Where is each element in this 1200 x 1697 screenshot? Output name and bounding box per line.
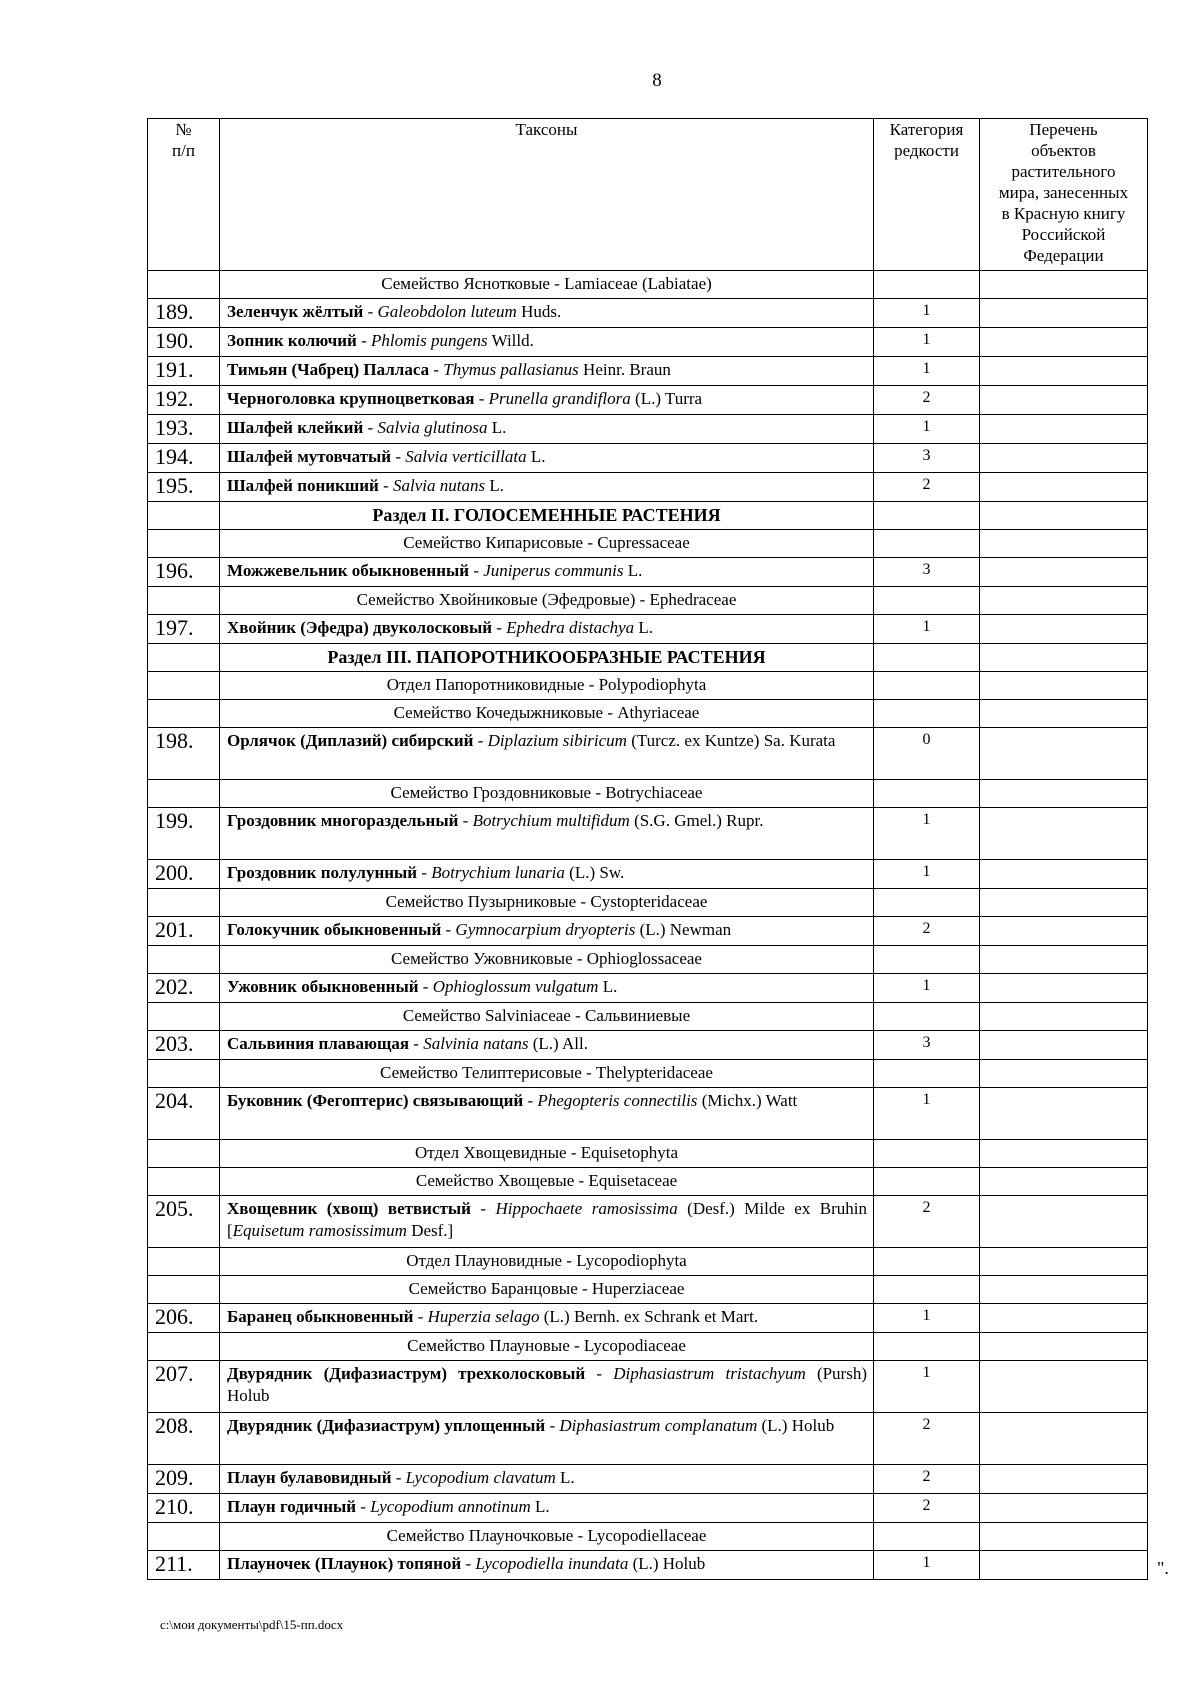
taxon-author: Huds. <box>521 302 562 321</box>
taxon-name: Плаун булавовидный - Lycopodium clavatum L. <box>220 1465 874 1494</box>
taxon-russian-name: Хвощевник (хвощ) ветвистый <box>227 1199 471 1218</box>
rarity-category: 1 <box>874 615 980 644</box>
group-title: Семейство Хвойниковые (Эфедровые) - Ephedraceae <box>220 587 874 615</box>
group-title: Семейство Кочедыжниковые - Athyriaceae <box>220 700 874 728</box>
taxon-name: Зопник колючий - Phlomis pungens Willd. <box>220 328 874 357</box>
taxon-row <box>148 415 1148 444</box>
taxon-latin-name: Lycopodiella inundata <box>475 1554 629 1573</box>
empty-list-cell <box>980 1140 1148 1168</box>
taxon-author: (L.) All. <box>532 1034 589 1053</box>
section-title: Раздел III. ПАПОРОТНИКООБРАЗНЫЕ РАСТЕНИЯ <box>220 644 874 672</box>
empty-category-cell <box>874 1060 980 1088</box>
rarity-category: 1 <box>874 1304 980 1333</box>
taxon-number: 197. <box>148 615 220 644</box>
group-heading-row <box>148 1060 1148 1088</box>
empty-number-cell <box>148 1333 220 1361</box>
red-book-rf-cell <box>980 1031 1148 1060</box>
taxon-russian-name: Черноголовка крупноцветковая <box>227 389 475 408</box>
taxon-author: L. <box>627 561 643 580</box>
taxon-name: Можжевельник обыкновенный - Juniperus communis L. <box>220 558 874 587</box>
empty-list-cell <box>980 1168 1148 1196</box>
taxon-row <box>148 386 1148 415</box>
group-title: Семейство Гроздовниковые - Botrychiaceae <box>220 780 874 808</box>
closing-quote-mark: ". <box>1157 1558 1169 1578</box>
group-heading-row <box>148 672 1148 700</box>
taxon-author: (L.) Holub <box>632 1554 706 1573</box>
taxon-name: Шалфей клейкий - Salvia glutinosa L. <box>220 415 874 444</box>
taxon-number: 189. <box>148 299 220 328</box>
taxon-latin-name: Diphasiastrum tristachyum <box>613 1364 806 1383</box>
taxon-latin-name: Salvia verticillata <box>405 447 527 466</box>
group-heading-row <box>148 1276 1148 1304</box>
taxon-russian-name: Можжевельник обыкновенный <box>227 561 470 580</box>
red-book-rf-cell <box>980 1413 1148 1465</box>
taxon-russian-name: Хвойник (Эфедра) двуколосковый <box>227 618 493 637</box>
empty-category-cell <box>874 502 980 530</box>
empty-list-cell <box>980 1060 1148 1088</box>
rarity-category: 1 <box>874 860 980 889</box>
empty-list-cell <box>980 672 1148 700</box>
empty-category-cell <box>874 1276 980 1304</box>
taxon-row <box>148 299 1148 328</box>
taxon-latin-name: Ophioglossum vulgatum <box>432 977 599 996</box>
group-heading-row <box>148 1248 1148 1276</box>
empty-number-cell <box>148 672 220 700</box>
page-number: 8 <box>652 70 662 91</box>
taxon-russian-name: Двурядник (Дифазиаструм) уплощенный <box>227 1416 546 1435</box>
taxon-latin-name: Salvinia natans <box>423 1034 529 1053</box>
red-book-rf-cell <box>980 808 1148 860</box>
group-heading-row <box>148 889 1148 917</box>
empty-number-cell <box>148 700 220 728</box>
rarity-category: 1 <box>874 328 980 357</box>
empty-category-cell <box>874 1333 980 1361</box>
taxon-latin-name: Phlomis pungens <box>370 331 488 350</box>
group-title: Отдел Хвощевидные - Equisetophyta <box>220 1140 874 1168</box>
rarity-category: 1 <box>874 415 980 444</box>
rarity-category: 2 <box>874 1196 980 1248</box>
taxon-russian-name: Ужовник обыкновенный <box>227 977 419 996</box>
taxon-row <box>148 1494 1148 1523</box>
red-book-rf-cell <box>980 615 1148 644</box>
empty-number-cell <box>148 530 220 558</box>
empty-category-cell <box>874 672 980 700</box>
taxon-row <box>148 860 1148 889</box>
empty-number-cell <box>148 1248 220 1276</box>
group-heading-row <box>148 1168 1148 1196</box>
taxon-latin-name: Lycopodium annotinum <box>370 1497 531 1516</box>
group-title: Семейство Salviniaceae - Сальвиниевые <box>220 1003 874 1031</box>
taxon-author: (Michx.) Watt <box>701 1091 798 1110</box>
taxon-name: Плауночек (Плаунок) топяной - Lycopodiella inundata (L.) Holub <box>220 1551 874 1580</box>
red-book-rf-cell <box>980 386 1148 415</box>
group-title: Семейство Баранцовые - Huperziaceae <box>220 1276 874 1304</box>
red-book-rf-cell <box>980 415 1148 444</box>
taxon-latin-name: Lycopodium clavatum <box>405 1468 556 1487</box>
taxon-author: Willd. <box>491 331 534 350</box>
rarity-category: 2 <box>874 1465 980 1494</box>
taxon-name: Черноголовка крупноцветковая - Prunella grandiflora (L.) Turra <box>220 386 874 415</box>
taxon-number: 200. <box>148 860 220 889</box>
red-book-rf-cell <box>980 558 1148 587</box>
taxon-row <box>148 558 1148 587</box>
taxon-latin-name: Phegopteris connectilis <box>537 1091 698 1110</box>
taxon-number: 209. <box>148 1465 220 1494</box>
taxon-name: Хвощевник (хвощ) ветвистый - Hippochaete ramosissima (Desf.) Milde ex Bruhin [Equisetum ramosissimum Desf.] <box>220 1196 874 1248</box>
empty-number-cell <box>148 587 220 615</box>
rarity-category: 2 <box>874 386 980 415</box>
empty-list-cell <box>980 587 1148 615</box>
taxon-name: Шалфей поникший - Salvia nutans L. <box>220 473 874 502</box>
taxon-row <box>148 1031 1148 1060</box>
taxon-author: L. <box>530 447 546 466</box>
red-book-rf-cell <box>980 328 1148 357</box>
taxon-row <box>148 974 1148 1003</box>
taxon-number: 195. <box>148 473 220 502</box>
taxon-name: Двурядник (Дифазиаструм) уплощенный - Diphasiastrum complanatum (L.) Holub <box>220 1413 874 1465</box>
taxon-row <box>148 615 1148 644</box>
empty-category-cell <box>874 946 980 974</box>
group-heading-row <box>148 1003 1148 1031</box>
empty-number-cell <box>148 502 220 530</box>
footer-file-path: c:\мои документы\pdf\15-пп.docx <box>160 1617 344 1632</box>
taxon-latin-name: Botrychium lunaria <box>431 863 565 882</box>
header-taxa: Таксоны <box>220 119 874 271</box>
taxon-number: 191. <box>148 357 220 386</box>
empty-list-cell <box>980 271 1148 299</box>
taxon-row <box>148 1196 1148 1248</box>
rarity-category: 2 <box>874 473 980 502</box>
taxon-synonym-author: Desf.] <box>411 1221 454 1240</box>
rarity-category: 3 <box>874 444 980 473</box>
empty-category-cell <box>874 530 980 558</box>
rarity-category: 1 <box>874 808 980 860</box>
header-num: № п/п <box>148 119 220 271</box>
group-heading-row <box>148 700 1148 728</box>
taxon-row <box>148 1551 1148 1580</box>
taxon-author: (L.) Bernh. ex Schrank et Mart. <box>543 1307 759 1326</box>
group-title: Семейство Кипарисовые - Cupressaceae <box>220 530 874 558</box>
red-book-rf-cell <box>980 1196 1148 1248</box>
taxon-author: L. <box>602 977 618 996</box>
taxon-latin-name: Hippochaete ramosissima <box>495 1199 678 1218</box>
group-title: Отдел Плауновидные - Lycopodiophyta <box>220 1248 874 1276</box>
taxon-number: 204. <box>148 1088 220 1140</box>
empty-category-cell <box>874 780 980 808</box>
taxon-name: Буковник (Фегоптерис) связывающий - Phegopteris connectilis (Michx.) Watt <box>220 1088 874 1140</box>
empty-list-cell <box>980 946 1148 974</box>
taxon-row <box>148 1088 1148 1140</box>
taxon-name: Тимьян (Чабрец) Палласа - Thymus pallasianus Heinr. Braun <box>220 357 874 386</box>
taxon-latin-name: Galeobdolon luteum <box>377 302 517 321</box>
taxon-russian-name: Орлячок (Диплазий) сибирский <box>227 731 474 750</box>
empty-number-cell <box>148 1276 220 1304</box>
taxon-number: 190. <box>148 328 220 357</box>
red-book-rf-cell <box>980 728 1148 780</box>
red-book-rf-cell <box>980 917 1148 946</box>
empty-list-cell <box>980 889 1148 917</box>
empty-list-cell <box>980 530 1148 558</box>
taxon-number: 196. <box>148 558 220 587</box>
taxon-author: L. <box>491 418 507 437</box>
group-title: Семейство Хвощевые - Equisetaceae <box>220 1168 874 1196</box>
empty-category-cell <box>874 1003 980 1031</box>
taxon-latin-name: Prunella grandiflora <box>488 389 631 408</box>
red-book-rf-cell <box>980 1088 1148 1140</box>
taxon-author: L. <box>638 618 654 637</box>
group-title: Семейство Ужовниковые - Ophioglossaceae <box>220 946 874 974</box>
rarity-category: 1 <box>874 1361 980 1413</box>
taxon-row <box>148 1413 1148 1465</box>
empty-category-cell <box>874 700 980 728</box>
taxon-name: Гроздовник многораздельный - Botrychium multifidum (S.G. Gmel.) Rupr. <box>220 808 874 860</box>
rarity-category: 0 <box>874 728 980 780</box>
taxon-russian-name: Шалфей клейкий <box>227 418 364 437</box>
group-heading-row <box>148 1140 1148 1168</box>
empty-category-cell <box>874 1168 980 1196</box>
taxon-russian-name: Шалфей мутовчатый <box>227 447 392 466</box>
taxon-author: (L.) Turra <box>635 389 703 408</box>
group-heading-row <box>148 1523 1148 1551</box>
red-book-rf-cell <box>980 357 1148 386</box>
rarity-category: 3 <box>874 558 980 587</box>
section-heading-row <box>148 502 1148 530</box>
taxon-russian-name: Гроздовник полулунный <box>227 863 418 882</box>
taxon-number: 210. <box>148 1494 220 1523</box>
taxon-latin-name: Salvia glutinosa <box>377 418 488 437</box>
taxon-russian-name: Двурядник (Дифазиаструм) трехколосковый <box>227 1364 586 1383</box>
taxon-number: 201. <box>148 917 220 946</box>
taxon-row <box>148 1361 1148 1413</box>
rarity-category: 1 <box>874 299 980 328</box>
taxon-latin-name: Ephedra distachya <box>506 618 635 637</box>
taxon-row <box>148 808 1148 860</box>
taxon-name: Орлячок (Диплазий) сибирский - Diplazium sibiricum (Turcz. ex Kuntze) Sa. Kurata <box>220 728 874 780</box>
taxon-author: (S.G. Gmel.) Rupr. <box>634 811 764 830</box>
empty-list-cell <box>980 1248 1148 1276</box>
taxon-author: (L.) Holub <box>761 1416 835 1435</box>
taxon-number: 208. <box>148 1413 220 1465</box>
red-book-rf-cell <box>980 1361 1148 1413</box>
empty-list-cell <box>980 1003 1148 1031</box>
taxon-latin-name: Gymnocarpium dryopteris <box>455 920 636 939</box>
taxon-name: Сальвиния плавающая - Salvinia natans (L.) All. <box>220 1031 874 1060</box>
empty-number-cell <box>148 1003 220 1031</box>
taxon-row <box>148 328 1148 357</box>
taxon-name: Ужовник обыкновенный - Ophioglossum vulgatum L. <box>220 974 874 1003</box>
rarity-category: 3 <box>874 1031 980 1060</box>
empty-category-cell <box>874 1248 980 1276</box>
group-title: Семейство Телиптерисовые - Thelypteridaceae <box>220 1060 874 1088</box>
empty-number-cell <box>148 1060 220 1088</box>
taxon-number: 205. <box>148 1196 220 1248</box>
taxon-russian-name: Голокучник обыкновенный <box>227 920 442 939</box>
taxon-number: 192. <box>148 386 220 415</box>
taxon-author: Heinr. Braun <box>583 360 671 379</box>
empty-list-cell <box>980 780 1148 808</box>
taxon-row <box>148 917 1148 946</box>
red-book-rf-cell <box>980 1465 1148 1494</box>
empty-number-cell <box>148 1168 220 1196</box>
taxon-russian-name: Шалфей поникший <box>227 476 379 495</box>
taxon-number: 199. <box>148 808 220 860</box>
red-book-rf-cell <box>980 299 1148 328</box>
empty-category-cell <box>874 889 980 917</box>
red-book-rf-cell <box>980 1304 1148 1333</box>
taxon-latin-name: Diplazium sibiricum <box>487 731 627 750</box>
taxon-synonym-latin-name: Equisetum ramosissimum <box>232 1221 407 1240</box>
taxon-name: Голокучник обыкновенный - Gymnocarpium dryopteris (L.) Newman <box>220 917 874 946</box>
group-title: Семейство Яснотковые - Lamiaceae (Labiatae) <box>220 271 874 299</box>
taxon-author: (Turcz. ex Kuntze) Sa. Kurata <box>631 731 836 750</box>
empty-category-cell <box>874 1523 980 1551</box>
empty-number-cell <box>148 1140 220 1168</box>
taxon-name: Хвойник (Эфедра) двуколосковый - Ephedra distachya L. <box>220 615 874 644</box>
taxon-latin-name: Botrychium multifidum <box>472 811 630 830</box>
taxon-latin-name: Thymus pallasianus <box>443 360 579 379</box>
taxon-russian-name: Плауночек (Плаунок) топяной <box>227 1554 462 1573</box>
empty-number-cell <box>148 1523 220 1551</box>
section-title: Раздел II. ГОЛОСЕМЕННЫЕ РАСТЕНИЯ <box>220 502 874 530</box>
rarity-category: 2 <box>874 1413 980 1465</box>
empty-category-cell <box>874 271 980 299</box>
empty-category-cell <box>874 587 980 615</box>
rarity-category: 2 <box>874 1494 980 1523</box>
taxon-russian-name: Сальвиния плавающая <box>227 1034 410 1053</box>
empty-list-cell <box>980 1333 1148 1361</box>
taxon-name: Шалфей мутовчатый - Salvia verticillata L. <box>220 444 874 473</box>
taxon-latin-name: Huperzia selago <box>427 1307 540 1326</box>
red-book-rf-cell <box>980 860 1148 889</box>
empty-number-cell <box>148 946 220 974</box>
empty-number-cell <box>148 644 220 672</box>
taxon-row <box>148 357 1148 386</box>
group-heading-row <box>148 1333 1148 1361</box>
rarity-category: 1 <box>874 974 980 1003</box>
rarity-category: 1 <box>874 357 980 386</box>
taxon-number: 198. <box>148 728 220 780</box>
taxon-russian-name: Зеленчук жёлтый <box>227 302 364 321</box>
group-title: Семейство Пузырниковые - Cystopteridaceae <box>220 889 874 917</box>
group-heading-row <box>148 271 1148 299</box>
empty-category-cell <box>874 644 980 672</box>
empty-list-cell <box>980 1523 1148 1551</box>
group-heading-row <box>148 587 1148 615</box>
taxon-russian-name: Плаун годичный <box>227 1497 357 1516</box>
taxon-russian-name: Гроздовник многораздельный <box>227 811 459 830</box>
empty-number-cell <box>148 780 220 808</box>
taxon-name: Двурядник (Дифазиаструм) трехколосковый - Diphasiastrum tristachyum (Pursh) Holub <box>220 1361 874 1413</box>
taxon-row <box>148 728 1148 780</box>
taxon-russian-name: Зопник колючий <box>227 331 357 350</box>
empty-category-cell <box>874 1140 980 1168</box>
taxon-russian-name: Буковник (Фегоптерис) связывающий <box>227 1091 524 1110</box>
taxon-number: 206. <box>148 1304 220 1333</box>
group-heading-row <box>148 530 1148 558</box>
taxon-number: 202. <box>148 974 220 1003</box>
taxon-author: L. <box>535 1497 550 1516</box>
taxon-row <box>148 473 1148 502</box>
red-book-rf-cell <box>980 473 1148 502</box>
empty-list-cell <box>980 700 1148 728</box>
taxon-author: (Desf.) Milde ex Bruhin [ <box>227 1199 867 1240</box>
taxon-number: 203. <box>148 1031 220 1060</box>
empty-list-cell <box>980 502 1148 530</box>
group-title: Семейство Плауновые - Lycopodiaceae <box>220 1333 874 1361</box>
red-book-rf-cell <box>980 1494 1148 1523</box>
empty-list-cell <box>980 1276 1148 1304</box>
taxon-row <box>148 1304 1148 1333</box>
taxon-name: Баранец обыкновенный - Huperzia selago (L.) Bernh. ex Schrank et Mart. <box>220 1304 874 1333</box>
group-heading-row <box>148 946 1148 974</box>
rarity-category: 1 <box>874 1088 980 1140</box>
taxon-author: (L.) Newman <box>639 920 732 939</box>
taxon-author: (L.) Sw. <box>569 863 625 882</box>
taxon-name: Зеленчук жёлтый - Galeobdolon luteum Huds. <box>220 299 874 328</box>
taxon-russian-name: Тимьян (Чабрец) Палласа <box>227 360 430 379</box>
red-book-rf-cell <box>980 444 1148 473</box>
taxon-name: Гроздовник полулунный - Botrychium lunaria (L.) Sw. <box>220 860 874 889</box>
taxon-row <box>148 1465 1148 1494</box>
red-book-rf-cell <box>980 974 1148 1003</box>
group-title: Семейство Плауночковые - Lycopodiellaceae <box>220 1523 874 1551</box>
taxon-number: 211. <box>148 1551 220 1580</box>
taxon-latin-name: Salvia nutans <box>393 476 486 495</box>
section-heading-row <box>148 644 1148 672</box>
rarity-category: 2 <box>874 917 980 946</box>
table-header-row <box>148 119 1148 271</box>
taxon-row <box>148 444 1148 473</box>
empty-list-cell <box>980 644 1148 672</box>
group-title: Отдел Папоротниковидные - Polypodiophyta <box>220 672 874 700</box>
group-heading-row <box>148 780 1148 808</box>
taxon-number: 207. <box>148 1361 220 1413</box>
taxon-latin-name: Diphasiastrum complanatum <box>559 1416 758 1435</box>
empty-number-cell <box>148 889 220 917</box>
taxon-russian-name: Плаун булавовидный <box>227 1468 392 1487</box>
empty-number-cell <box>148 271 220 299</box>
taxon-latin-name: Juniperus communis <box>483 561 624 580</box>
taxon-number: 193. <box>148 415 220 444</box>
taxon-author: L. <box>560 1468 575 1487</box>
taxon-author: (Pursh) Holub <box>227 1364 867 1405</box>
taxon-russian-name: Баранец обыкновенный <box>227 1307 414 1326</box>
red-book-taxa-table <box>147 118 1148 1580</box>
taxon-author: L. <box>489 476 504 495</box>
taxon-name: Плаун годичный - Lycopodium annotinum L. <box>220 1494 874 1523</box>
header-list: Перечень объектов растительного мира, занесенных в Красную книгу Российской Федерации <box>980 119 1148 271</box>
header-category: Категория редкости <box>874 119 980 271</box>
table-body <box>148 271 1148 1580</box>
red-book-rf-cell <box>980 1551 1148 1580</box>
rarity-category: 1 <box>874 1551 980 1580</box>
taxon-number: 194. <box>148 444 220 473</box>
